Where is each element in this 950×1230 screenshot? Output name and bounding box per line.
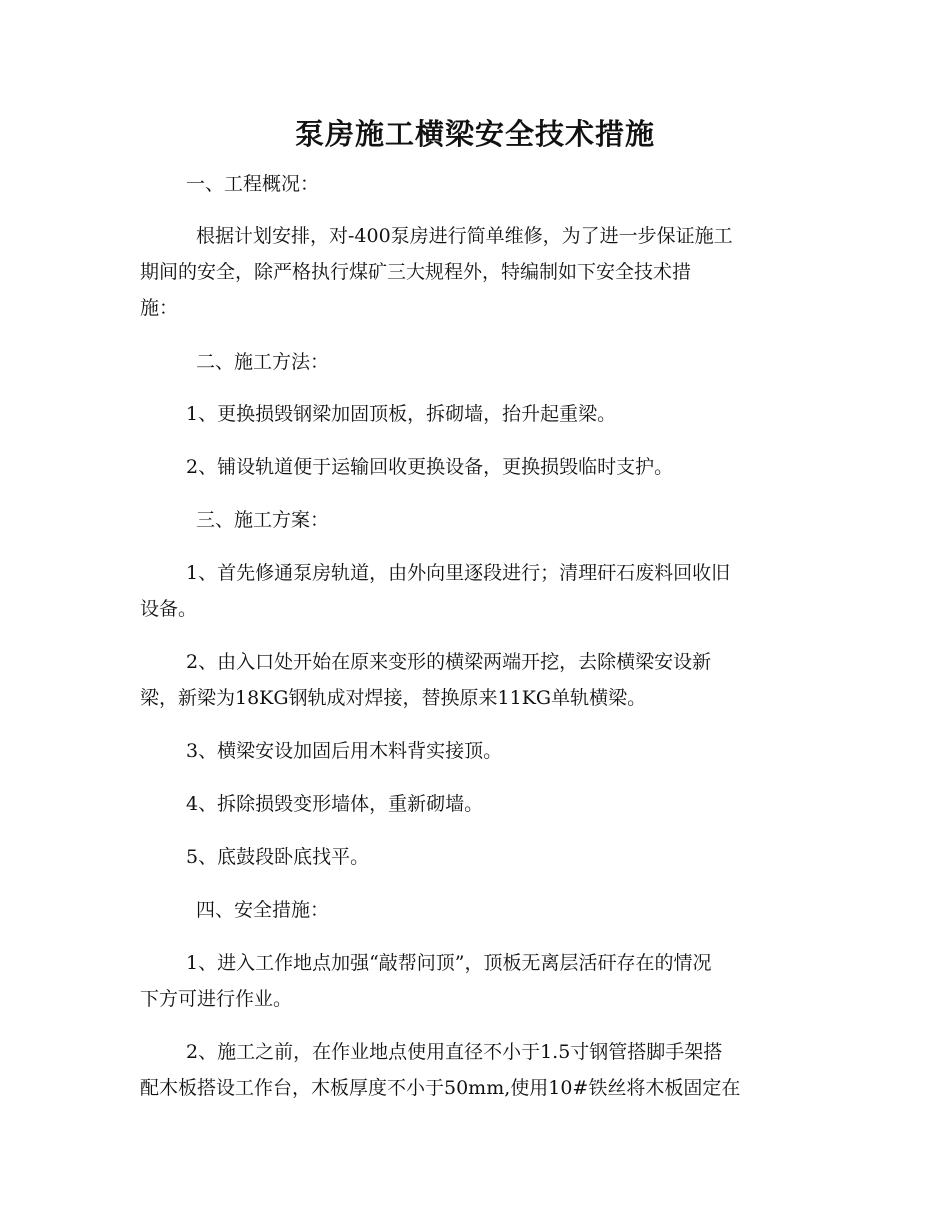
paragraph-line: 3、横梁安设加固后用木料背实接顶。 (186, 740, 503, 762)
section-heading-plan: 三、施工方案： (196, 509, 330, 531)
paragraph-line: 2、由入口处开始在原来变形的横梁两端开挖，去除横梁安设新 (186, 651, 712, 673)
paragraph-line: 期间的安全，除严格执行煤矿三大规程外，特编制如下安全技术措 (140, 261, 692, 283)
paragraph-line: 设备。 (140, 598, 198, 620)
paragraph-line: 4、拆除损毁变形墙体，重新砌墙。 (186, 793, 484, 815)
paragraph-line: 根据计划安排，对-400泵房进行简单维修，为了进一步保证施工 (196, 225, 733, 247)
paragraph-line: 2、铺设轨道便于运输回收更换设备，更换损毁临时支护。 (186, 456, 674, 478)
paragraph-line: 1、更换损毁钢梁加固顶板，拆砌墙，抬升起重梁。 (186, 403, 617, 425)
paragraph-line: 2、施工之前，在作业地点使用直径不小于1.5寸钢管搭脚手架搭 (186, 1041, 723, 1063)
paragraph-line: 5、底鼓段卧底找平。 (186, 846, 370, 868)
paragraph-line: 1、进入工作地点加强“敲帮问顶”，顶板无离层活矸存在的情况 (186, 952, 712, 974)
paragraph-line: 梁，新梁为18KG钢轨成对焊接，替换原来11KG单轨横梁。 (140, 687, 647, 709)
paragraph-line: 1、首先修通泵房轨道，由外向里逐段进行；清理矸石废料回收旧 (186, 562, 731, 584)
section-heading-method: 二、施工方法： (196, 351, 330, 373)
paragraph-line: 下方可进行作业。 (140, 988, 293, 1010)
section-heading-safety: 四、安全措施： (196, 899, 330, 921)
paragraph-line: 施： (140, 297, 179, 319)
document-title: 泵房施工横梁安全技术措施 (294, 117, 655, 151)
paragraph-line: 配木板搭设工作台，木板厚度不小于50mm,使用10#铁丝将木板固定在 (140, 1077, 741, 1099)
section-heading-overview: 一、工程概况： (186, 173, 320, 195)
